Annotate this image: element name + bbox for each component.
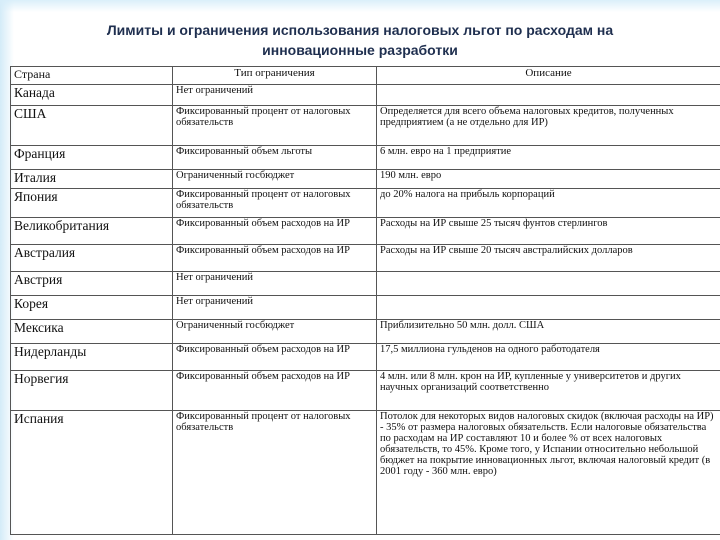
description-cell: Определяется для всего объема налоговых кредитов, полученных предприятием (а не отдельно для ИР) (377, 106, 720, 146)
type-cell: Нет ограничений (173, 272, 377, 296)
country-cell: Италия (11, 170, 173, 189)
type-cell: Фиксированный объем расходов на ИР (173, 344, 377, 371)
table-header-row (11, 67, 720, 85)
country-cell: Корея (11, 296, 173, 320)
table-row (11, 218, 720, 245)
table-row (11, 85, 720, 106)
type-cell: Фиксированный объем расходов на ИР (173, 218, 377, 245)
type-cell: Фиксированный процент от налоговых обязательств (173, 411, 377, 535)
type-cell: Фиксированный объем расходов на ИР (173, 371, 377, 411)
country-cell: Франция (11, 146, 173, 170)
header-country: Страна (11, 67, 173, 85)
description-cell: Приблизительно 50 млн. долл. США (377, 320, 720, 344)
description-cell: Потолок для некоторых видов налоговых скидок (включая расходы на ИР) - 35% от размера налоговых обязательств. Если налоговые обязательства по расходам на ИР составляют 10 и более % от всех налоговых обязательств, то 45%. Кроме того, у Испании относительно небольшой бюджет на покрытие инновационных льгот, включая налоговый кредит (в 2001 году - 360 млн. евро) (377, 411, 720, 535)
country-cell: Япония (11, 189, 173, 218)
table-row (11, 245, 720, 272)
table-row (11, 371, 720, 411)
type-cell: Нет ограничений (173, 85, 377, 106)
type-cell: Ограниченный госбюджет (173, 170, 377, 189)
type-cell: Нет ограничений (173, 296, 377, 320)
country-cell: Великобритания (11, 218, 173, 245)
description-cell (377, 272, 720, 296)
description-cell: 17,5 миллиона гульденов на одного работодателя (377, 344, 720, 371)
country-cell: Мексика (11, 320, 173, 344)
table-row (11, 106, 720, 146)
description-cell (377, 296, 720, 320)
country-cell: Австрия (11, 272, 173, 296)
type-cell: Ограниченный госбюджет (173, 320, 377, 344)
page-title (40, 20, 680, 60)
description-cell: Расходы на ИР свыше 25 тысяч фунтов стерлингов (377, 218, 720, 245)
table-row (11, 411, 720, 535)
country-cell: Канада (11, 85, 173, 106)
limits-table-container (10, 66, 720, 540)
country-cell: Нидерланды (11, 344, 173, 371)
type-cell: Фиксированный объем льготы (173, 146, 377, 170)
type-cell: Фиксированный процент от налоговых обязательств (173, 189, 377, 218)
header-description: Описание (377, 67, 720, 85)
description-cell: 6 млн. евро на 1 предприятие (377, 146, 720, 170)
description-cell: 190 млн. евро (377, 170, 720, 189)
table-row (11, 272, 720, 296)
header-type: Тип ограничения (173, 67, 377, 85)
description-cell (377, 85, 720, 106)
table-row (11, 189, 720, 218)
title-line-1: Лимиты и ограничения использования налоговых льгот по расходам на (106, 22, 614, 38)
limits-table (10, 66, 720, 535)
table-row (11, 146, 720, 170)
table-row (11, 344, 720, 371)
type-cell: Фиксированный объем расходов на ИР (173, 245, 377, 272)
country-cell: США (11, 106, 173, 146)
description-cell: Расходы на ИР свыше 20 тысяч австралийских долларов (377, 245, 720, 272)
table-row (11, 170, 720, 189)
type-cell: Фиксированный процент от налоговых обязательств (173, 106, 377, 146)
country-cell: Австралия (11, 245, 173, 272)
description-cell: до 20% налога на прибыль корпораций (377, 189, 720, 218)
table-row (11, 320, 720, 344)
title-line-2: инновационные разработки (262, 42, 458, 58)
description-cell: 4 млн. или 8 млн. крон на ИР, купленные у университетов и других научных организаций соответственно (377, 371, 720, 411)
table-row (11, 296, 720, 320)
country-cell: Норвегия (11, 371, 173, 411)
country-cell: Испания (11, 411, 173, 535)
